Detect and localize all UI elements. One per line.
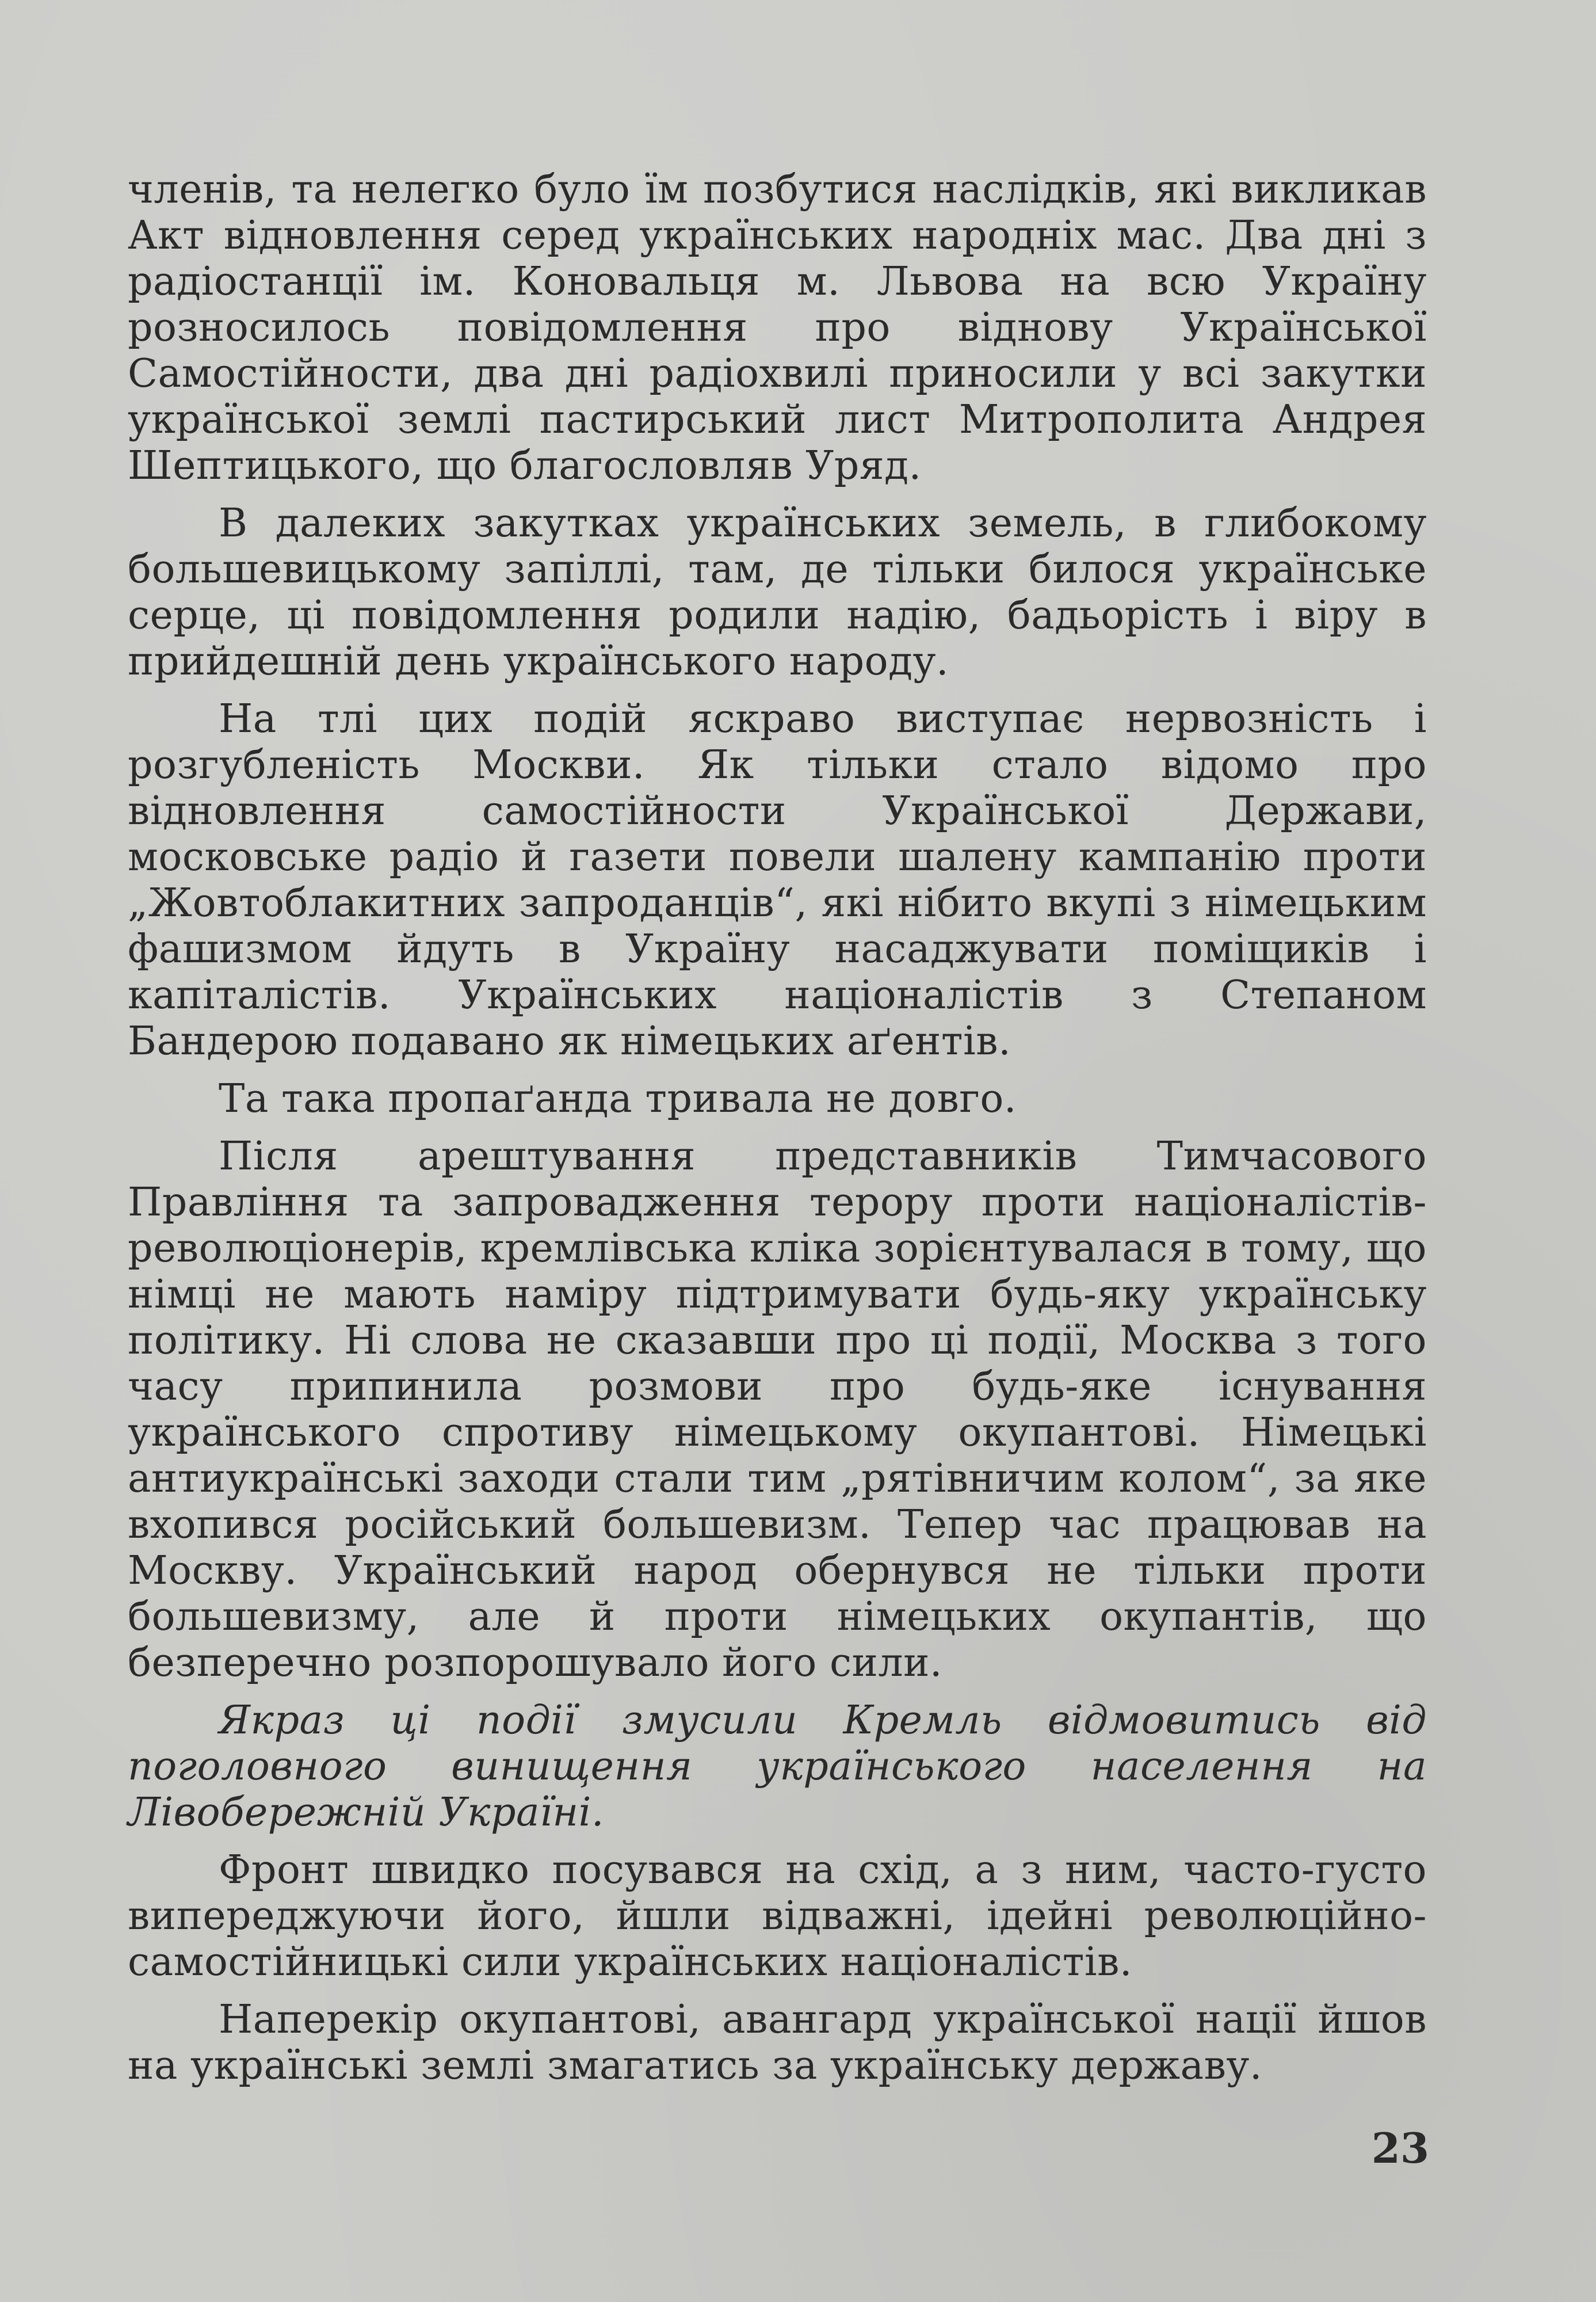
paragraph: Фронт швидко посувався на схід, а з ним, часто-густо випереджуючи його, йшли відважні, ідейні революційно-самостійницькі сили українських націоналістів. [128, 1847, 1427, 1985]
body-text [128, 167, 1427, 2101]
italic-paragraph: Якраз ці події змусили Кремль відмовитись від поголовного винищення українського населення на Лівобережній Україні. [128, 1698, 1427, 1835]
paragraph: членів, та нелегко було їм позбутися наслідків, які викликав Акт відновлення серед українських народніх мас. Два дні з радіостанції ім. Коновальця м. Львова на всю Україну розносилось повідомлення про віднову Української Самостійности, два дні радіохвилі приносили у всі закутки української землі пастирський лист Митрополита Андрея Шептицького, що благословляв Уряд. [128, 167, 1427, 489]
paragraph: На тлі цих подій яскраво виступає нервозність і розгубленість Москви. Як тільки стало відомо про відновлення самостійности Української Держави, московське радіо й газети повели шалену кампанію проти „Жовтоблакитних запроданців“, які нібито вкупі з німецьким фашизмом йдуть в Україну насаджувати поміщиків і капіталістів. Українських націоналістів з Степаном Бандерою подавано як німецьких аґентів. [128, 696, 1427, 1064]
paragraph: Та така пропаґанда тривала не довго. [219, 1076, 1017, 1122]
paragraph: Після арештування представників Тимчасового Правління та запровадження терору проти націоналістів-революціонерів, кремлівська кліка зорієнтувалася в тому, що німці не мають наміру підтримувати будь-яку українську політику. Ні слова не сказавши про ці події, Москва з того часу припинила розмови про будь-яке існування українського спротиву німецькому окупантові. Німецькі антиукраїнські заходи стали тим „рятівничим колом“, за яке вхопився російський большевизм. Тепер час працював на Москву. Український народ обернувся не тільки проти большевизму, але й проти німецьких окупантів, що безперечно розпорошувало його сили. [128, 1134, 1427, 1686]
paragraph: В далеких закутках українських земель, в глибокому большевицькому запіллі, там, де тільки билося українське серце, ці повідомлення родили надію, бадьорість і віру в прийдешній день українського народу. [128, 501, 1427, 684]
paragraph: Наперекір окупантові, авангард української нації йшов на українські землі змагатись за українську державу. [128, 1997, 1427, 2088]
page-number: 23 [1371, 2124, 1429, 2173]
